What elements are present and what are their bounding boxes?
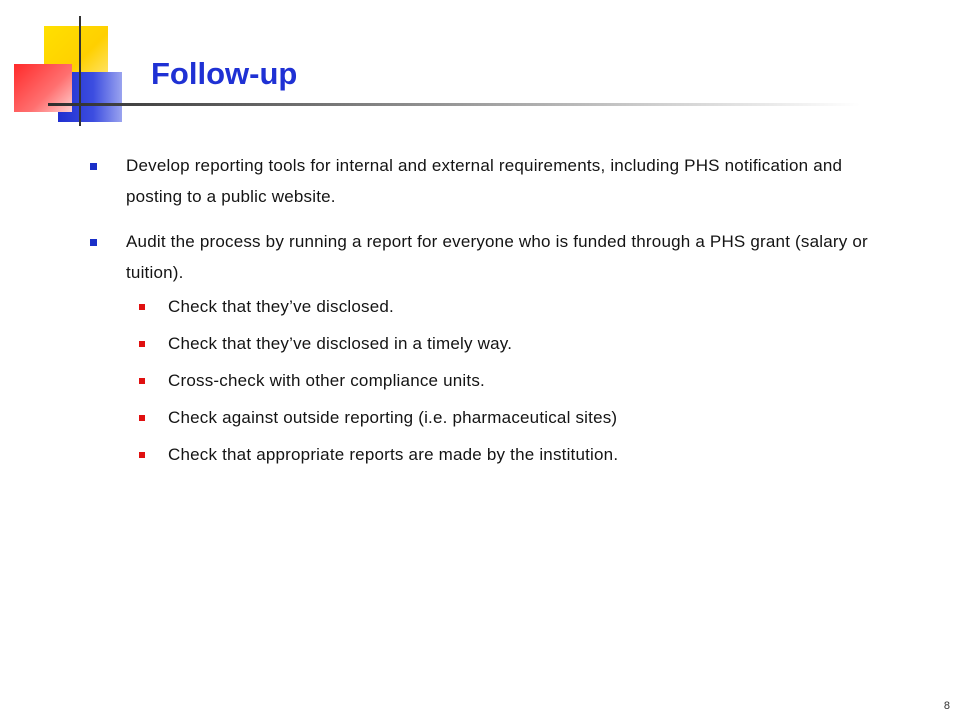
sub-bullet-text: Cross-check with other compliance units. (168, 371, 485, 390)
title-underline-rule (48, 103, 860, 106)
sub-bullet-text: Check that appropriate reports are made by the institution. (168, 445, 619, 464)
bullet-item (90, 226, 890, 288)
bullet-text: Audit the process by running a report for everyone who is funded through a PHS grant (salary or tuition). (126, 232, 868, 282)
bullet-square-icon (90, 163, 97, 170)
sub-bullet-square-icon (139, 304, 145, 310)
sub-bullet-item (136, 440, 890, 477)
page-number: 8 (943, 700, 950, 712)
sub-bullet-square-icon (139, 415, 145, 421)
sub-bullet-item (136, 366, 890, 403)
sub-bullet-text: Check that they’ve disclosed. (168, 297, 394, 316)
sub-bullet-item (136, 329, 890, 366)
sub-bullet-square-icon (139, 378, 145, 384)
sub-bullet-item (136, 403, 890, 440)
logo-vertical-rule (79, 16, 81, 126)
bullet-text: Develop reporting tools for internal and external requirements, including PHS notification and posting to a public website. (126, 156, 843, 206)
bullet-square-icon (90, 239, 97, 246)
sub-bullet-square-icon (139, 452, 145, 458)
bullet-item (90, 150, 890, 212)
slide-title: Follow-up (151, 56, 298, 91)
bullet-list (90, 150, 890, 477)
sub-bullet-square-icon (139, 341, 145, 347)
sub-bullet-text: Check against outside reporting (i.e. pharmaceutical sites) (168, 408, 618, 427)
sub-bullet-item (136, 292, 890, 329)
sub-bullet-text: Check that they’ve disclosed in a timely way. (168, 334, 513, 353)
